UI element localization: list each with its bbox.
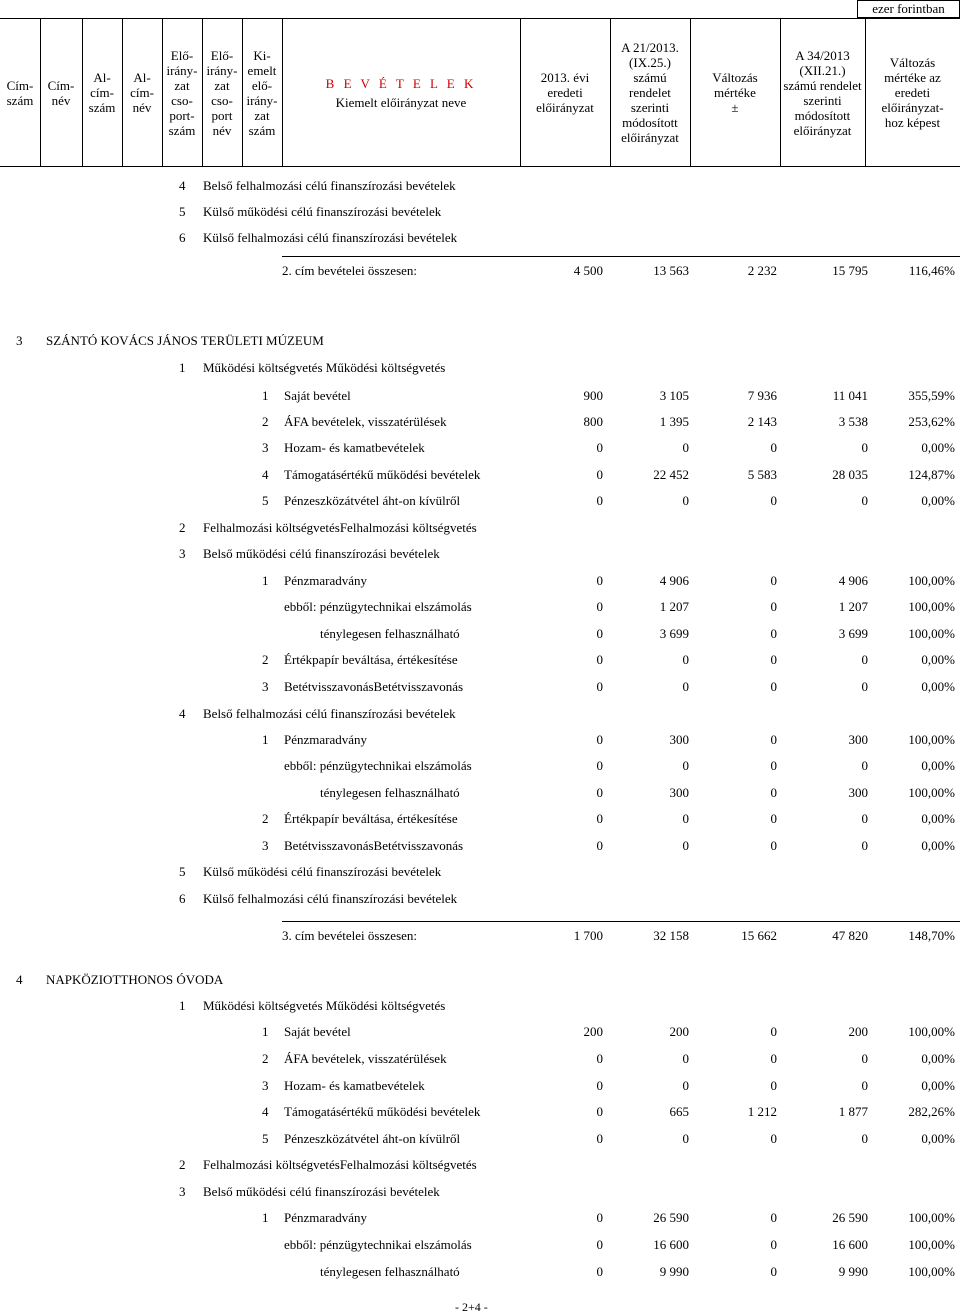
row-label: Külső működési célú finanszírozási bevételek bbox=[203, 864, 442, 879]
row-label: Hozam- és kamatbevételek bbox=[284, 1078, 425, 1093]
cell-value: 0 bbox=[682, 838, 689, 853]
cell-value: 0 bbox=[770, 732, 777, 747]
cell-value: 0,00% bbox=[921, 811, 955, 826]
row-number: 1 bbox=[179, 998, 186, 1013]
cell-value: 0 bbox=[596, 493, 603, 508]
cell-value: 47 820 bbox=[832, 928, 868, 943]
cell-value: 0 bbox=[861, 811, 868, 826]
cell-value: 0,00% bbox=[921, 1131, 955, 1146]
cell-value: 0 bbox=[770, 573, 777, 588]
cell-value: 0 bbox=[770, 1210, 777, 1225]
header-valtozas-pct: Változás mértéke az eredeti előirányzat- hoz képest bbox=[881, 55, 944, 130]
cell-value: 116,46% bbox=[908, 263, 955, 278]
cell-value: 100,00% bbox=[908, 732, 955, 747]
cell-value: 11 041 bbox=[832, 388, 868, 403]
row-number: 2 bbox=[262, 414, 269, 429]
row-label: Pénzmaradvány bbox=[284, 573, 368, 588]
cell-value: 0 bbox=[861, 652, 868, 667]
total-label: 3. cím bevételei összesen: bbox=[282, 928, 418, 943]
row-number: 4 bbox=[16, 972, 23, 987]
cell-value: 100,00% bbox=[908, 785, 955, 800]
cell-value: 15 662 bbox=[741, 928, 777, 943]
row-label: BetétvisszavonásBetétvisszavonás bbox=[284, 838, 464, 853]
cell-value: 7 936 bbox=[747, 388, 777, 403]
cell-value: 0,00% bbox=[921, 1051, 955, 1066]
cell-value: 28 035 bbox=[832, 467, 868, 482]
row-number: 3 bbox=[262, 440, 269, 455]
cell-value: 1 395 bbox=[659, 414, 689, 429]
cell-value: 0,00% bbox=[921, 440, 955, 455]
total-rule bbox=[282, 256, 960, 257]
row-number: 5 bbox=[179, 864, 186, 879]
header-cimszam: Cím- szám bbox=[6, 77, 34, 108]
cell-value: 16 600 bbox=[653, 1237, 689, 1252]
cell-value: 0 bbox=[682, 811, 689, 826]
cell-value: 2 232 bbox=[747, 263, 777, 278]
cell-value: 0 bbox=[861, 1051, 868, 1066]
cell-value: 0 bbox=[682, 1131, 689, 1146]
cell-value: 0 bbox=[596, 811, 603, 826]
row-number: 6 bbox=[179, 230, 186, 245]
cell-value: 0 bbox=[682, 679, 689, 694]
row-number: 1 bbox=[262, 1024, 269, 1039]
cell-value: 200 bbox=[583, 1024, 603, 1039]
header-bevetelek-sub: Kiemelt előirányzat neve bbox=[335, 94, 467, 110]
cell-value: 0 bbox=[596, 573, 603, 588]
cell-value: 300 bbox=[669, 732, 689, 747]
cell-value: 0 bbox=[596, 679, 603, 694]
cell-value: 0 bbox=[682, 440, 689, 455]
cell-value: 0 bbox=[770, 838, 777, 853]
cell-value: 0 bbox=[596, 1210, 603, 1225]
header-valtozas: Változás mértéke ± bbox=[712, 70, 758, 115]
cell-value: 0 bbox=[682, 1051, 689, 1066]
row-label: ténylegesen felhasználható bbox=[320, 1264, 460, 1279]
cell-value: 26 590 bbox=[653, 1210, 689, 1225]
row-label: Működési költségvetés Működési költségvetés bbox=[203, 360, 446, 375]
cell-value: 0 bbox=[770, 652, 777, 667]
cell-value: 0 bbox=[682, 1078, 689, 1093]
row-label: Támogatásértékű működési bevételek bbox=[284, 1104, 481, 1119]
row-label: ÁFA bevételek, visszatérülések bbox=[284, 1051, 447, 1066]
cell-value: 0 bbox=[682, 758, 689, 773]
row-label: ebből: pénzügytechnikai elszámolás bbox=[284, 1237, 472, 1252]
cell-value: 0 bbox=[596, 467, 603, 482]
cell-value: 0 bbox=[682, 493, 689, 508]
cell-value: 0 bbox=[596, 1078, 603, 1093]
cell-value: 0 bbox=[770, 626, 777, 641]
row-label: BetétvisszavonásBetétvisszavonás bbox=[284, 679, 464, 694]
row-number: 4 bbox=[262, 1104, 269, 1119]
cell-value: 0 bbox=[596, 652, 603, 667]
row-number: 2 bbox=[262, 652, 269, 667]
cell-value: 0 bbox=[770, 1051, 777, 1066]
row-number: 5 bbox=[262, 1131, 269, 1146]
cell-value: 1 877 bbox=[838, 1104, 868, 1119]
cell-value: 0,00% bbox=[921, 652, 955, 667]
cell-value: 200 bbox=[848, 1024, 868, 1039]
header-cimnev: Cím- név bbox=[47, 77, 75, 108]
cell-value: 0 bbox=[682, 652, 689, 667]
row-number: 1 bbox=[262, 388, 269, 403]
cell-value: 0 bbox=[770, 811, 777, 826]
cell-value: 0 bbox=[861, 679, 868, 694]
header-alcimnev: Al- cím- név bbox=[130, 70, 154, 115]
row-label: Pénzeszközátvétel áht-on kívülről bbox=[284, 1131, 461, 1146]
cell-value: 300 bbox=[669, 785, 689, 800]
row-label: Hozam- és kamatbevételek bbox=[284, 440, 425, 455]
cell-value: 0 bbox=[861, 440, 868, 455]
cell-value: 0 bbox=[861, 1131, 868, 1146]
cell-value: 100,00% bbox=[908, 1264, 955, 1279]
total-rule bbox=[282, 921, 960, 922]
row-label: Külső felhalmozási célú finanszírozási bevételek bbox=[203, 891, 458, 906]
row-label: Pénzeszközátvétel áht-on kívülről bbox=[284, 493, 461, 508]
cell-value: 1 700 bbox=[573, 928, 603, 943]
cell-value: 0 bbox=[770, 1131, 777, 1146]
cell-value: 282,26% bbox=[908, 1104, 955, 1119]
cell-value: 0 bbox=[596, 732, 603, 747]
row-number: 3 bbox=[262, 838, 269, 853]
row-label: Felhalmozási költségvetésFelhalmozási költségvetés bbox=[203, 1157, 477, 1172]
cell-value: 100,00% bbox=[908, 1210, 955, 1225]
row-label: Külső felhalmozási célú finanszírozási bevételek bbox=[203, 230, 458, 245]
cell-value: 15 795 bbox=[832, 263, 868, 278]
cell-value: 2 143 bbox=[747, 414, 777, 429]
cell-value: 0,00% bbox=[921, 838, 955, 853]
row-label: Pénzmaradvány bbox=[284, 1210, 368, 1225]
row-label: NAPKÖZIOTTHONOS ÓVODA bbox=[46, 972, 224, 987]
row-number: 2 bbox=[179, 1157, 186, 1172]
row-number: 1 bbox=[262, 732, 269, 747]
row-number: 6 bbox=[179, 891, 186, 906]
row-label: Belső működési célú finanszírozási bevételek bbox=[203, 1184, 440, 1199]
cell-value: 26 590 bbox=[832, 1210, 868, 1225]
row-number: 1 bbox=[262, 573, 269, 588]
row-label: Működési költségvetés Működési költségvetés bbox=[203, 998, 446, 1013]
row-number: 5 bbox=[179, 204, 186, 219]
cell-value: 3 699 bbox=[659, 626, 689, 641]
row-label: Belső felhalmozási célú finanszírozási bevételek bbox=[203, 178, 456, 193]
row-number: 3 bbox=[16, 333, 23, 348]
cell-value: 1 207 bbox=[838, 599, 868, 614]
cell-value: 0 bbox=[861, 838, 868, 853]
row-label: Belső felhalmozási célú finanszírozási bevételek bbox=[203, 706, 456, 721]
cell-value: 0 bbox=[861, 1078, 868, 1093]
row-label: Saját bevétel bbox=[284, 1024, 351, 1039]
row-label: Saját bevétel bbox=[284, 388, 351, 403]
row-number: 4 bbox=[179, 706, 186, 721]
cell-value: 200 bbox=[669, 1024, 689, 1039]
row-number: 2 bbox=[262, 1051, 269, 1066]
cell-value: 4 500 bbox=[573, 263, 603, 278]
cell-value: 148,70% bbox=[908, 928, 955, 943]
row-number: 5 bbox=[262, 493, 269, 508]
cell-value: 124,87% bbox=[908, 467, 955, 482]
cell-value: 0 bbox=[770, 440, 777, 455]
cell-value: 100,00% bbox=[908, 599, 955, 614]
cell-value: 0 bbox=[861, 493, 868, 508]
row-label: Támogatásértékű működési bevételek bbox=[284, 467, 481, 482]
cell-value: 0 bbox=[596, 599, 603, 614]
row-number: 3 bbox=[179, 1184, 186, 1199]
cell-value: 0 bbox=[861, 758, 868, 773]
cell-value: 355,59% bbox=[908, 388, 955, 403]
cell-value: 0 bbox=[770, 1024, 777, 1039]
cell-value: 900 bbox=[583, 388, 603, 403]
cell-value: 253,62% bbox=[908, 414, 955, 429]
cell-value: 0 bbox=[596, 1131, 603, 1146]
cell-value: 5 583 bbox=[747, 467, 777, 482]
header-modositott-1: A 21/2013. (IX.25.) számú rendelet szerinti módosított előirányzat bbox=[621, 40, 679, 145]
header-alcimszam: Al- cím- szám bbox=[88, 70, 116, 115]
cell-value: 100,00% bbox=[908, 1024, 955, 1039]
row-label: ÁFA bevételek, visszatérülések bbox=[284, 414, 447, 429]
row-label: Értékpapír beváltása, értékesítése bbox=[284, 811, 458, 826]
row-label: ténylegesen felhasználható bbox=[320, 785, 460, 800]
cell-value: 0 bbox=[596, 1264, 603, 1279]
cell-value: 3 538 bbox=[838, 414, 868, 429]
cell-value: 0 bbox=[596, 785, 603, 800]
header-csoportszam: Elő- irány- zat cso- port- szám bbox=[166, 47, 198, 138]
cell-value: 0 bbox=[596, 626, 603, 641]
cell-value: 0 bbox=[596, 838, 603, 853]
cell-value: 100,00% bbox=[908, 1237, 955, 1252]
row-label: Értékpapír beváltása, értékesítése bbox=[284, 652, 458, 667]
row-number: 3 bbox=[262, 1078, 269, 1093]
cell-value: 0 bbox=[596, 758, 603, 773]
row-label: Felhalmozási költségvetésFelhalmozási költségvetés bbox=[203, 520, 477, 535]
cell-value: 0 bbox=[770, 1264, 777, 1279]
cell-value: 300 bbox=[848, 785, 868, 800]
row-number: 3 bbox=[262, 679, 269, 694]
cell-value: 300 bbox=[848, 732, 868, 747]
cell-value: 0 bbox=[770, 679, 777, 694]
cell-value: 4 906 bbox=[659, 573, 689, 588]
header-modositott-2: A 34/2013 (XII.21.) számú rendelet szerinti módosított előirányzat bbox=[783, 47, 862, 138]
cell-value: 0 bbox=[596, 1051, 603, 1066]
cell-value: 22 452 bbox=[653, 467, 689, 482]
cell-value: 16 600 bbox=[832, 1237, 868, 1252]
row-label: ténylegesen felhasználható bbox=[320, 626, 460, 641]
cell-value: 0 bbox=[596, 1237, 603, 1252]
cell-value: 3 699 bbox=[838, 626, 868, 641]
cell-value: 3 105 bbox=[659, 388, 689, 403]
cell-value: 0 bbox=[596, 1104, 603, 1119]
row-number: 3 bbox=[179, 546, 186, 561]
row-label: Belső működési célú finanszírozási bevételek bbox=[203, 546, 440, 561]
cell-value: 800 bbox=[583, 414, 603, 429]
row-number: 4 bbox=[179, 178, 186, 193]
cell-value: 0,00% bbox=[921, 493, 955, 508]
cell-value: 0 bbox=[770, 1237, 777, 1252]
row-label: ebből: pénzügytechnikai elszámolás bbox=[284, 599, 472, 614]
total-label: 2. cím bevételei összesen: bbox=[282, 263, 418, 278]
cell-value: 0 bbox=[770, 493, 777, 508]
cell-value: 665 bbox=[669, 1104, 689, 1119]
cell-value: 100,00% bbox=[908, 626, 955, 641]
cell-value: 1 212 bbox=[747, 1104, 777, 1119]
cell-value: 0 bbox=[770, 758, 777, 773]
header-csoportnev: Elő- irány- zat cso- port név bbox=[206, 47, 238, 138]
row-number: 1 bbox=[262, 1210, 269, 1225]
row-label: Külső működési célú finanszírozási bevételek bbox=[203, 204, 442, 219]
cell-value: 0,00% bbox=[921, 679, 955, 694]
row-number: 1 bbox=[179, 360, 186, 375]
cell-value: 100,00% bbox=[908, 573, 955, 588]
row-number: 2 bbox=[262, 811, 269, 826]
cell-value: 0 bbox=[770, 599, 777, 614]
cell-value: 32 158 bbox=[653, 928, 689, 943]
row-label: ebből: pénzügytechnikai elszámolás bbox=[284, 758, 472, 773]
cell-value: 4 906 bbox=[838, 573, 868, 588]
cell-value: 0 bbox=[770, 785, 777, 800]
cell-value: 1 207 bbox=[659, 599, 689, 614]
row-number: 2 bbox=[179, 520, 186, 535]
row-label: SZÁNTÓ KOVÁCS JÁNOS TERÜLETI MÚZEUM bbox=[46, 333, 324, 348]
unit-label: ezer forintban bbox=[857, 0, 960, 18]
row-label: Pénzmaradvány bbox=[284, 732, 368, 747]
cell-value: 9 990 bbox=[838, 1264, 868, 1279]
cell-value: 0 bbox=[770, 1078, 777, 1093]
row-number: 4 bbox=[262, 467, 269, 482]
cell-value: 9 990 bbox=[659, 1264, 689, 1279]
header-bevetelek-title: B E V É T E L E K bbox=[325, 75, 477, 91]
header-kiemelt-szam: Ki- emelt elő- irány- zat szám bbox=[246, 47, 278, 138]
cell-value: 0 bbox=[596, 440, 603, 455]
cell-value: 0,00% bbox=[921, 1078, 955, 1093]
cell-value: 0,00% bbox=[921, 758, 955, 773]
header-eredeti: 2013. évi eredeti előirányzat bbox=[536, 70, 594, 115]
cell-value: 13 563 bbox=[653, 263, 689, 278]
page-number: - 2+4 - bbox=[455, 1300, 488, 1314]
